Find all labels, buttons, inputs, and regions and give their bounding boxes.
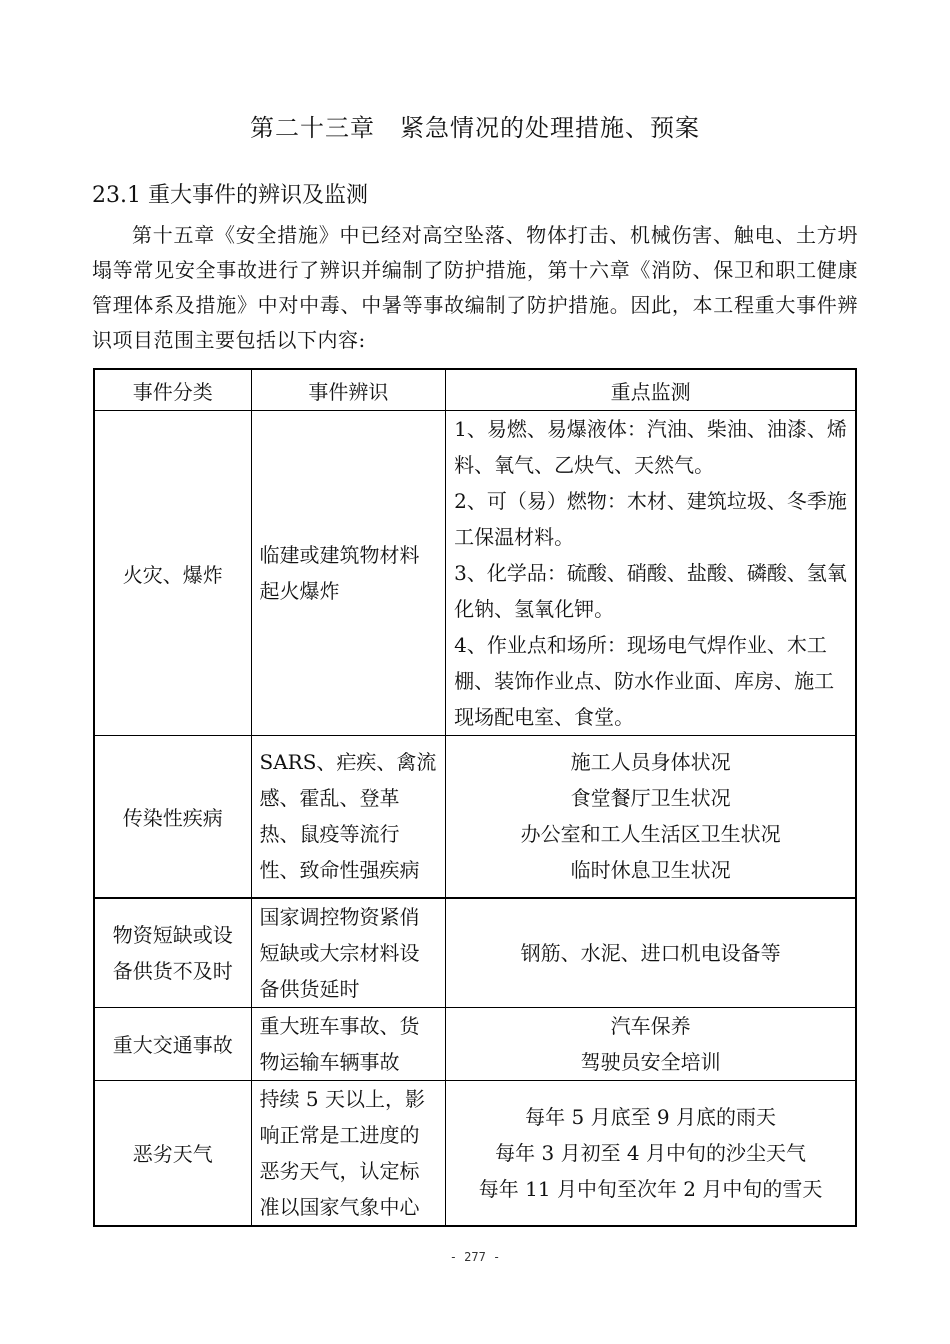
- monitoring-line: 每年 5 月底至 9 月底的雨天: [525, 1104, 777, 1129]
- identification-cell: 持续 5 天以上，影响正常是工进度的恶劣天气，认定标准以国家气象中心: [251, 1080, 446, 1226]
- monitoring-line: 临时休息卫生状况: [570, 858, 731, 883]
- identification-cell: SARS、疟疾、禽流感、霍乱、登革热、鼠疫等流行性、致命性强疾病: [251, 736, 446, 898]
- monitoring-line: 汽车保养: [610, 1013, 691, 1038]
- monitoring-cell: [446, 898, 856, 1008]
- table-row: [94, 736, 856, 898]
- monitoring-cell: [446, 1080, 856, 1226]
- monitoring-line: 2、可（易）燃物：木材、建筑垃圾、冬季施工保温材料。: [454, 489, 847, 549]
- monitoring-line: 施工人员身体状况: [570, 750, 731, 775]
- table-row: [94, 1080, 856, 1226]
- category-cell: 重大交通事故: [94, 1007, 251, 1080]
- monitoring-cell: [446, 736, 856, 898]
- header-monitoring: 重点监测: [446, 369, 856, 411]
- monitoring-line: 4、作业点和场所：现场电气焊作业、木工棚、装饰作业点、防水作业面、库房、施工现场配电室、食堂。: [454, 633, 835, 729]
- identification-cell: 重大班车事故、货物运输车辆事故: [251, 1007, 446, 1080]
- monitoring-line: 1、易燃、易爆液体：汽油、柴油、油漆、烯料、氧气、乙炔气、天然气。: [454, 417, 847, 477]
- monitoring-line: 每年 11 月中旬至次年 2 月中旬的雪天: [478, 1176, 823, 1201]
- table-row: [94, 411, 856, 736]
- identification-cell: 国家调控物资紧俏短缺或大宗材料设备供货延时: [251, 898, 446, 1008]
- monitoring-line: 钢筋、水泥、进口机电设备等: [520, 940, 781, 965]
- category-cell: 物资短缺或设备供货不及时: [94, 898, 251, 1008]
- monitoring-line: 食堂餐厅卫生状况: [570, 786, 731, 811]
- monitoring-cell: [446, 411, 856, 736]
- header-category: 事件分类: [94, 369, 251, 411]
- table-row: [94, 1007, 856, 1080]
- section-title: 23.1 重大事件的辨识及监测: [92, 183, 368, 208]
- category-cell: 恶劣天气: [94, 1080, 251, 1226]
- header-identification: 事件辨识: [251, 369, 446, 411]
- chapter-title: 第二十三章 紧急情况的处理措施、预案: [250, 114, 700, 142]
- category-cell: 火灾、爆炸: [94, 411, 251, 736]
- monitoring-line: 驾驶员安全培训: [580, 1049, 721, 1074]
- table-header-row: [94, 369, 856, 411]
- monitoring-line: 3、化学品：硫酸、硝酸、盐酸、磷酸、氢氧化钠、氢氧化钾。: [454, 561, 847, 621]
- event-table: [93, 368, 857, 1227]
- intro-paragraph: 第十五章《安全措施》中已经对高空坠落、物体打击、机械伤害、触电、土方坍塌等常见安全事故进行了辨识并编制了防护措施，第十六章《消防、保卫和职工健康管理体系及措施》中对中毒、中暑等事故编制了防护措施。因此，本工程重大事件辨识项目范围主要包括以下内容:: [92, 223, 858, 352]
- identification-cell: 临建或建筑物材料起火爆炸: [251, 411, 446, 736]
- monitoring-line: 办公室和工人生活区卫生状况: [520, 822, 781, 847]
- category-cell: 传染性疾病: [94, 736, 251, 898]
- page-number: - 277 -: [449, 1250, 501, 1264]
- monitoring-cell: [446, 1007, 856, 1080]
- monitoring-line: 每年 3 月初至 4 月中旬的沙尘天气: [495, 1140, 807, 1165]
- table-row: [94, 898, 856, 1008]
